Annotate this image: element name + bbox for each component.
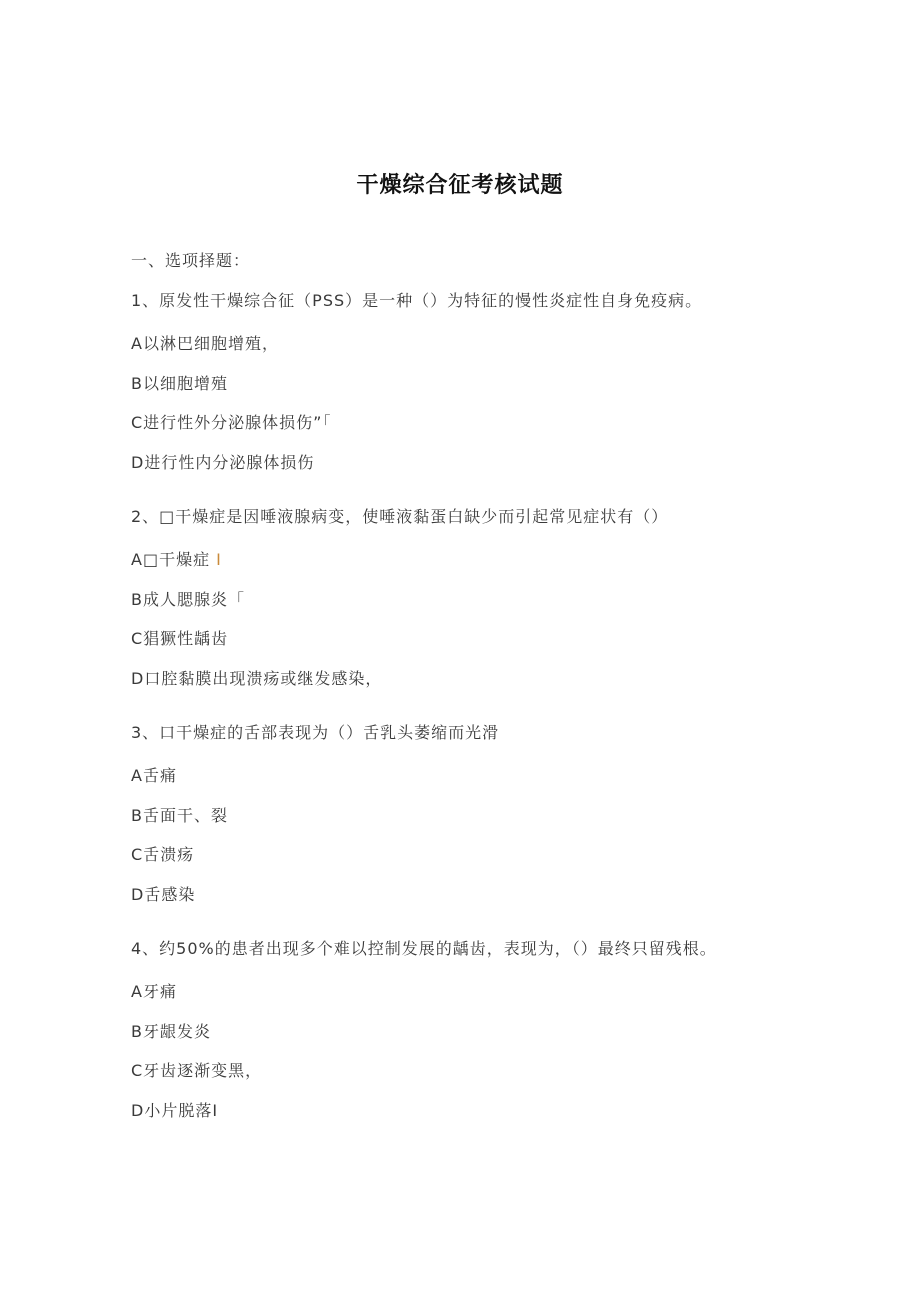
question-2-option-a [131, 547, 222, 570]
question-2-option-c: C猖獗性龋齿 [131, 629, 229, 648]
question-3-option-b: B舌面干、裂 [131, 806, 228, 825]
question-1-option-b: B以细胞增殖 [131, 374, 228, 393]
question-1-option-a: A以淋巴细胞增殖， [131, 334, 279, 353]
section-heading: 一、选项择题： [131, 251, 251, 270]
question-3-option-a: A舌痛 [131, 766, 177, 785]
question-2-option-d: D口腔黏膜出现溃疡或继发感染， [131, 669, 383, 688]
question-2-option-a-text: A□干燥症 [131, 550, 211, 569]
question-2-stem: 2、□干燥症是因唾液腺病变，使唾液黏蛋白缺少而引起常见症状有（） [131, 507, 669, 526]
question-3-stem: 3、口干燥症的舌部表现为（）舌乳头萎缩而光滑 [131, 723, 500, 742]
question-4-option-a: A牙痛 [131, 982, 177, 1001]
cursor-mark: I [216, 550, 222, 569]
question-1-option-d: D进行性内分泌腺体损伤 [131, 453, 315, 472]
question-4-option-d: D小片脱落I [131, 1101, 219, 1120]
question-1-option-c: C进行性外分泌腺体损伤”「 [131, 413, 332, 432]
question-1-stem: 1、原发性干燥综合征（PSS）是一种（）为特征的慢性炎症性自身免疫病。 [131, 291, 703, 310]
question-4-stem: 4、约50%的患者出现多个难以控制发展的龋齿，表现为，（）最终只留残根。 [131, 939, 717, 958]
question-3-option-d: D舌感染 [131, 885, 196, 904]
question-2-option-b: B成人腮腺炎「 [131, 590, 245, 609]
question-3-option-c: C舌溃疡 [131, 845, 195, 864]
question-4-option-b: B牙龈发炎 [131, 1022, 211, 1041]
question-4-option-c: C牙齿逐渐变黑， [131, 1061, 263, 1080]
page-title: 干燥综合征考核试题 [356, 173, 564, 198]
